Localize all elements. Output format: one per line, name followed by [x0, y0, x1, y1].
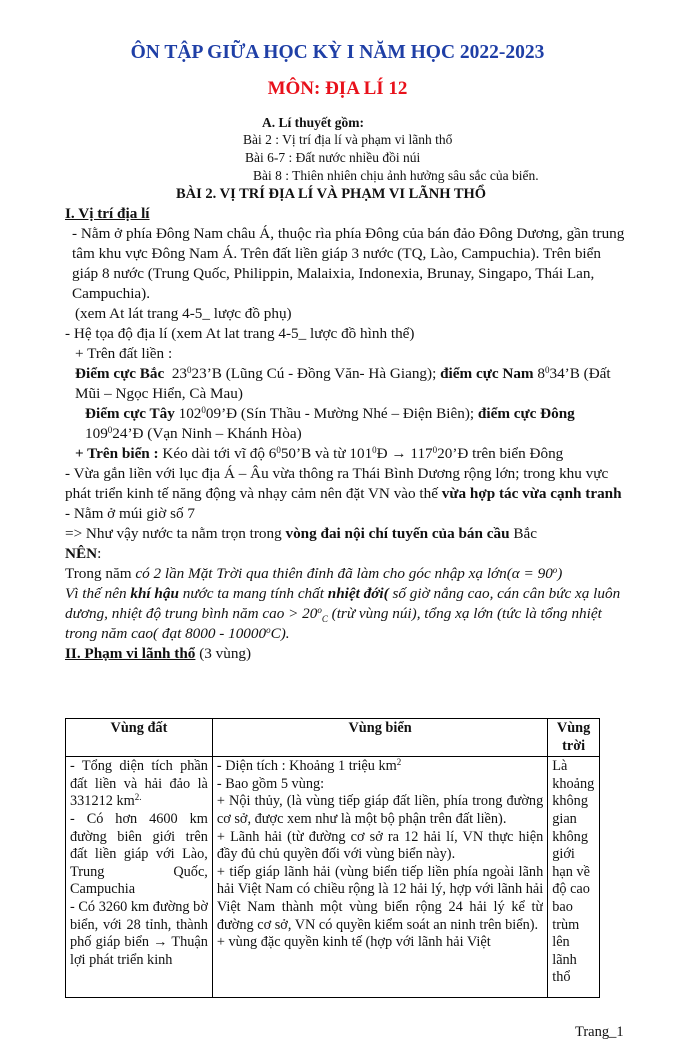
lesson-item: Bài 8 : Thiên nhiên chịu ảnh hưởng sâu sắc của biển.: [253, 168, 539, 183]
territory-table: [65, 718, 600, 998]
section-heading: I. Vị trí địa lí: [65, 205, 150, 222]
document-title: ÔN TẬP GIỮA HỌC KỲ I NĂM HỌC 2022-2023: [130, 42, 545, 63]
column-header: Vùng trời: [548, 719, 600, 757]
sea-cell: - Diện tích : Khoảng 1 triệu $km^2$ - Bao gồm 5 vùng: + Nội thủy, (là vùng tiếp giáp đất liền, phía trong đường cơ sở, được xem như là một bộ phận trên đất liền). + Lãnh hải (từ đường cơ sở ra 12 hải lí, VN thực hiện đầy đủ chủ quyền đối với vùng biển này). + tiếp giáp lãnh hải (vùng biển tiếp liền phía ngoài lãnh hải Việt Nam có chiều rộng là 12 hải lý, hợp với lãnh hải Việt Nam thành một vùng biển rộng 24 hải lý kể từ đường cơ sở, VN có quyền kiểm soát an ninh trên biển). + vùng đặc quyền kinh tế (hợp với lãnh hải Việt: [212, 757, 547, 998]
page-number: Trang_1: [575, 1024, 624, 1040]
paragraph: - Nằm ở múi giờ số 7: [65, 505, 195, 522]
paragraph: - Vừa gắn liền với lục địa Á – Âu vừa thông ra Thái Bình Dương rộng lớn; trong khu vực phát triển kinh tế năng động và nhạy cảm nên đặt VN vào thế vừa hợp tác vừa cạnh tranh: [65, 465, 622, 502]
theory-heading: A. Lí thuyết gồm:: [262, 115, 364, 130]
paragraph: Vì thế nên khí hậu nước ta mang tính chất nhiệt đới( số giờ nắng cao, cán cân bức xạ luôn dương, nhiệt độ trung bình năm cao > $20^o_C$ (trừ vùng núi), tổng xạ lớn (tức là tổng nhiệt trong năm cao( đạt 8000 - 10000$^o$C).: [65, 585, 621, 642]
paragraph: (xem At lát trang 4-5_ lược đồ phụ): [75, 305, 292, 322]
label: điểm cực Nam: [440, 365, 534, 382]
paragraph: - Nằm ở phía Đông Nam châu Á, thuộc rìa phía Đông của bán đảo Đông Dương, gần trung tâm khu vực Đông Nam Á. Trên đất liền giáp 3 nước (TQ, Lào, Campuchia). Trên biển giáp 8 nước (Trung Quốc, Philippin, Malaixia, Indonexia, Brunay, Singapo, Thái Lan, Campuchia).: [72, 225, 625, 302]
label: Điểm cực Tây: [85, 405, 175, 422]
subject-title: MÔN: ĐỊA LÍ 12: [267, 78, 408, 99]
sky-cell: Là khoảng không gian không giới hạn về độ cao bao trùm lên lãnh thổ: [548, 757, 600, 998]
land-cell: - Tổng diện tích phần đất liền và hải đảo là 331212 $km^{2.}$ - Có hơn 4600 km đường biên giới trên đất liền giáp với Lào, Trung Quốc, Campuchia - Có 3260 km đường bờ biển, với 28 tỉnh, thành phố giáp biển → Thuận lợi phát triển kinh: [66, 757, 213, 998]
column-header: Vùng đất: [66, 719, 213, 757]
table-row: [66, 757, 600, 998]
paragraph-extreme-north-south: Điểm cực Bắc $23^023’B$ (Lũng Cú - Đồng Văn- Hà Giang); điểm cực Nam $8^034’B$ (Đất Mũi – Ngọc Hiển, Cà Mau): [75, 365, 611, 402]
paragraph: NÊN:: [65, 545, 102, 562]
paragraph: Trong năm có 2 lần Mặt Trời qua thiên đỉnh đã làm cho góc nhập xạ lớn(α = $90^o$): [65, 565, 563, 582]
paragraph: - Hệ tọa độ địa lí (xem At lat trang 4-5_ lược đồ hình thể): [65, 325, 415, 342]
lesson-item: Bài 6-7 : Đất nước nhiều đồi núi: [245, 150, 421, 165]
paragraph: => Như vậy nước ta nằm trọn trong vòng đai nội chí tuyến của bán cầu Bắc: [65, 525, 537, 542]
lesson-item: Bài 2 : Vị trí địa lí và phạm vi lãnh thổ: [243, 132, 453, 147]
paragraph: + Trên đất liền :: [75, 345, 173, 362]
section-heading: II. Phạm vi lãnh thổ (3 vùng): [65, 645, 252, 662]
paragraph-sea: + Trên biển : Kéo dài tới vĩ độ $6^050’B$ và từ $101^0Đ$ → $117^020’Đ$ trên biển Đông: [75, 445, 564, 462]
column-header: Vùng biển: [212, 719, 547, 757]
table-header-row: [66, 719, 600, 757]
label: điểm cực Đông: [477, 405, 575, 422]
lesson-title: BÀI 2. VỊ TRÍ ĐỊA LÍ VÀ PHẠM VI LÃNH THỔ: [176, 186, 487, 202]
paragraph-extreme-west-east: Điểm cực Tây $102^009’Đ$ (Sín Thầu - Mường Nhé – Điện Biên); điểm cực Đông $109^024’Đ$ (Vạn Ninh – Khánh Hòa): [85, 405, 575, 442]
label: Điểm cực Bắc: [75, 365, 165, 382]
section-location: [65, 204, 625, 664]
